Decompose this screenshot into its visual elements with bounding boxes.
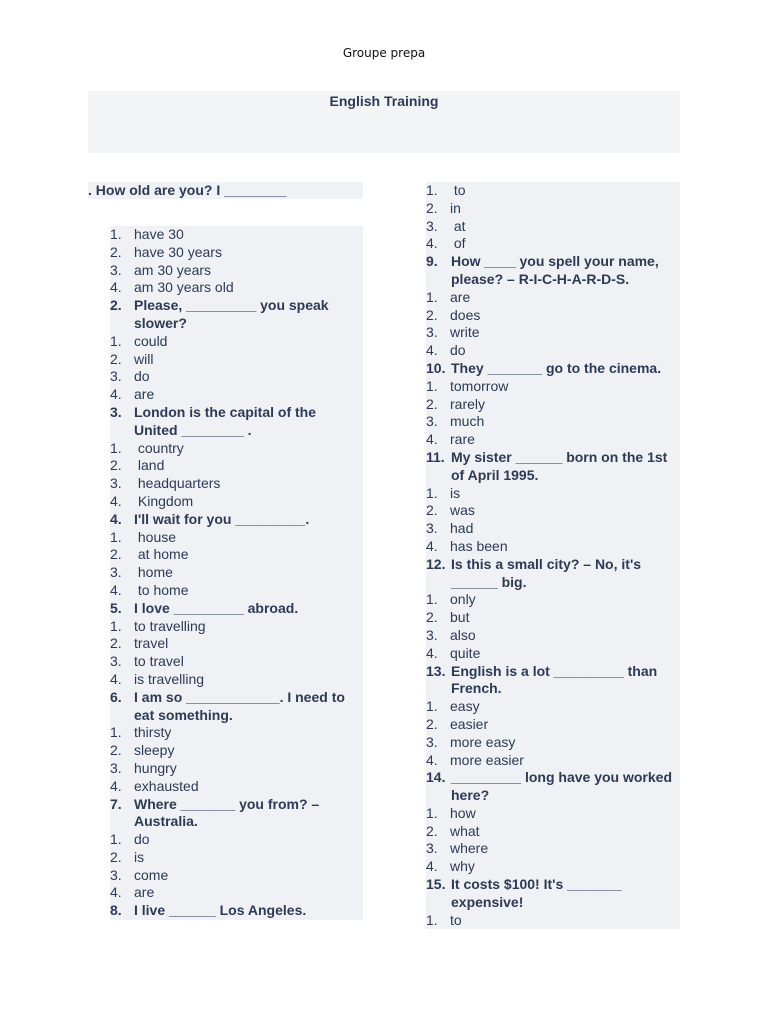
item-number: 2. [110,350,122,367]
item-number: 12. [426,555,446,572]
option-text: to travel [134,653,184,670]
item-number: 1. [426,288,438,305]
answer-option [110,457,363,475]
question-item [426,360,680,378]
answer-option [110,475,363,493]
answer-option [110,618,363,636]
question-text: I'll wait for you _________. [134,510,310,527]
answer-option [110,351,363,369]
item-number: 2. [110,848,122,865]
answer-option [110,546,363,564]
item-number: 2. [110,635,122,652]
item-number: 1. [426,484,438,501]
item-number: 1. [426,804,438,821]
question-text: Is this a small city? – No, it's ______ big. [451,555,645,590]
item-number: 10. [426,359,446,376]
item-number: 4. [426,751,438,768]
item-number: 2. [426,306,438,323]
question-item [426,449,680,485]
item-number: 3. [110,475,122,492]
item-number: 3. [110,261,122,278]
item-number: 4. [426,431,438,448]
option-text: much [450,413,485,430]
item-number: 3. [110,653,122,670]
item-number: 1. [110,617,122,634]
item-number: 1. [426,377,438,394]
item-number: 2. [426,715,438,732]
answer-option [110,333,363,351]
item-number: 1. [110,332,122,349]
answer-option [426,289,680,307]
option-text: rare [450,431,475,448]
question-item [110,902,363,920]
option-text: am 30 years old [134,279,234,296]
answer-option [110,671,363,689]
answer-option [110,493,363,511]
item-number: 7. [110,795,122,812]
answer-option [110,368,363,386]
option-text: also [450,626,476,643]
answer-option [426,413,680,431]
option-text: more easy [450,733,516,750]
document-title: English Training [329,93,439,109]
item-number: 4. [110,492,122,509]
answer-option [426,431,680,449]
first-question: . How old are you? I ________ [88,182,363,199]
answer-option [426,840,680,858]
answer-option [110,724,363,742]
answer-option [426,716,680,734]
option-text: could [134,332,168,349]
item-number: 1. [110,528,122,545]
question-item [110,796,363,832]
option-text: has been [450,537,508,554]
option-text: is [134,848,145,865]
item-number: 4. [110,386,122,403]
option-text: write [450,324,480,341]
answer-option [426,698,680,716]
item-number: 3. [110,759,122,776]
option-text: land [134,457,165,474]
item-number: 8. [110,902,122,919]
item-number: 13. [426,662,446,679]
question-text: They _______ go to the cinema. [451,359,662,376]
item-number: 1. [426,911,438,928]
answer-option [110,440,363,458]
answer-option [110,653,363,671]
answer-option [426,734,680,752]
answer-option [110,244,363,262]
item-number: 3. [426,413,438,430]
option-text: tomorrow [450,377,509,394]
answer-option [426,502,680,520]
item-number: 14. [426,769,446,786]
item-number: 9. [426,253,438,270]
item-number: 1. [110,831,122,848]
answer-option [110,262,363,280]
answer-option [426,627,680,645]
answer-option [110,635,363,653]
item-number: 3. [110,368,122,385]
question-item [110,600,363,618]
item-number: 2. [426,822,438,839]
option-text: easy [450,698,480,715]
item-number: 4. [110,510,122,527]
answer-option [426,645,680,663]
question-item [426,253,680,289]
item-number: 3. [110,403,122,420]
option-text: in [450,199,461,216]
answer-option [110,529,363,547]
option-text: are [134,884,155,901]
item-number: 4. [426,537,438,554]
option-text: house [134,528,177,545]
item-number: 1. [110,226,122,242]
option-text: but [450,609,470,626]
option-text: are [134,386,155,403]
question-item [110,404,363,440]
left-question-column [110,226,363,920]
item-number: 4. [426,644,438,661]
option-text: am 30 years [134,261,212,278]
question-text: Please, _________ you speak slower? [134,297,333,331]
item-number: 1. [110,439,122,456]
item-number: 4. [426,342,438,359]
answer-option [426,235,680,253]
item-number: 2. [110,742,122,759]
option-text: more easier [450,751,524,768]
answer-option [110,742,363,760]
option-text: to [450,182,466,198]
option-text: to travelling [134,617,206,634]
item-number: 3. [426,733,438,750]
option-text: at home [134,546,189,563]
answer-option [110,849,363,867]
answer-option [426,520,680,538]
item-number: 2. [110,297,122,314]
answer-option [110,831,363,849]
option-text: quite [450,644,481,661]
right-question-column [426,182,680,929]
item-number: 15. [426,876,446,893]
item-number: 1. [426,591,438,608]
option-text: have 30 [134,226,184,242]
answer-option [110,386,363,404]
option-text: what [450,822,480,839]
question-item [426,663,680,699]
answer-option [426,200,680,218]
item-number: 2. [426,609,438,626]
option-text: sleepy [134,742,175,759]
question-text: My sister ______ born on the 1st of April 1995. [451,448,672,483]
answer-option [426,396,680,414]
item-number: 4. [110,670,122,687]
answer-option [426,324,680,342]
question-text: _________ long have you worked here? [451,769,676,804]
answer-option [426,805,680,823]
item-number: 1. [426,698,438,715]
option-text: rarely [450,395,486,412]
answer-option [110,582,363,600]
question-item [110,689,363,725]
option-text: to home [134,581,189,598]
question-text: London is the capital of the United ________ . [134,403,320,438]
answer-option [426,307,680,325]
question-item [110,511,363,529]
item-number: 2. [110,546,122,563]
option-text: where [450,840,489,857]
answer-option [110,279,363,297]
item-number: 3. [110,564,122,581]
option-text: at [450,217,466,234]
answer-option [426,912,680,930]
item-number: 4. [110,777,122,794]
answer-option [426,342,680,360]
option-text: why [450,858,475,875]
answer-option [426,485,680,503]
option-text: to [450,911,462,928]
answer-option [426,378,680,396]
item-number: 2. [426,502,438,519]
question-item [110,297,363,333]
item-number: 5. [110,599,122,616]
item-number: 1. [110,724,122,741]
title-box [88,91,680,153]
option-text: only [450,591,476,608]
option-text: come [134,866,169,883]
answer-option [110,564,363,582]
answer-option [426,538,680,556]
answer-option [110,778,363,796]
answer-option [426,823,680,841]
item-number: 2. [426,395,438,412]
option-text: travel [134,635,169,652]
item-number: 3. [426,626,438,643]
item-number: 4. [110,884,122,901]
option-text: have 30 years [134,243,222,260]
item-number: 4. [426,235,438,252]
question-item [426,876,680,912]
question-item [426,769,680,805]
option-text: are [450,288,471,305]
option-text: of [450,235,466,252]
option-text: do [134,368,150,385]
option-text: had [450,520,474,537]
item-number: 2. [426,199,438,216]
page-header: Groupe prepa [342,46,426,60]
option-text: was [450,502,475,519]
option-text: is [450,484,461,501]
answer-option [110,884,363,902]
item-number: 3. [426,840,438,857]
question-text: I am so ____________. I need to eat something. [134,688,349,723]
answer-option [426,591,680,609]
item-number: 4. [110,279,122,296]
question-text: I love _________ abroad. [134,599,299,616]
answer-option [426,858,680,876]
option-text: headquarters [134,475,221,492]
item-number: 1. [426,182,438,198]
option-text: home [134,564,173,581]
item-number: 4. [426,858,438,875]
option-text: does [450,306,481,323]
item-number: 3. [110,866,122,883]
option-text: do [134,831,150,848]
option-text: is travelling [134,670,205,687]
answer-option [426,609,680,627]
question-text: I live ______ Los Angeles. [134,902,307,919]
answer-option [426,182,680,200]
answer-option [110,760,363,778]
option-text: thirsty [134,724,172,741]
answer-option [110,226,363,244]
item-number: 2. [110,243,122,260]
question-item [426,556,680,592]
item-number: 2. [110,457,122,474]
item-number: 4. [110,581,122,598]
item-number: 3. [426,520,438,537]
answer-option [426,752,680,770]
question-text: English is a lot _________ than French. [451,662,662,697]
option-text: will [134,350,154,367]
question-text: It costs $100! It's _______ expensive! [451,876,626,910]
option-text: hungry [134,759,177,776]
item-number: 3. [426,324,438,341]
option-text: how [450,804,476,821]
item-number: 3. [426,217,438,234]
question-text: How ____ you spell your name, please? – R-I-C-H-A-R-D-S. [451,253,663,287]
option-text: country [134,439,184,456]
option-text: exhausted [134,777,199,794]
answer-option [110,867,363,885]
question-text: Where _______ you from? – Australia. [134,795,323,830]
answer-option [426,218,680,236]
option-text: do [450,342,466,359]
option-text: Kingdom [134,492,194,509]
item-number: 6. [110,688,122,705]
item-number: 11. [426,448,445,465]
option-text: easier [450,715,489,732]
